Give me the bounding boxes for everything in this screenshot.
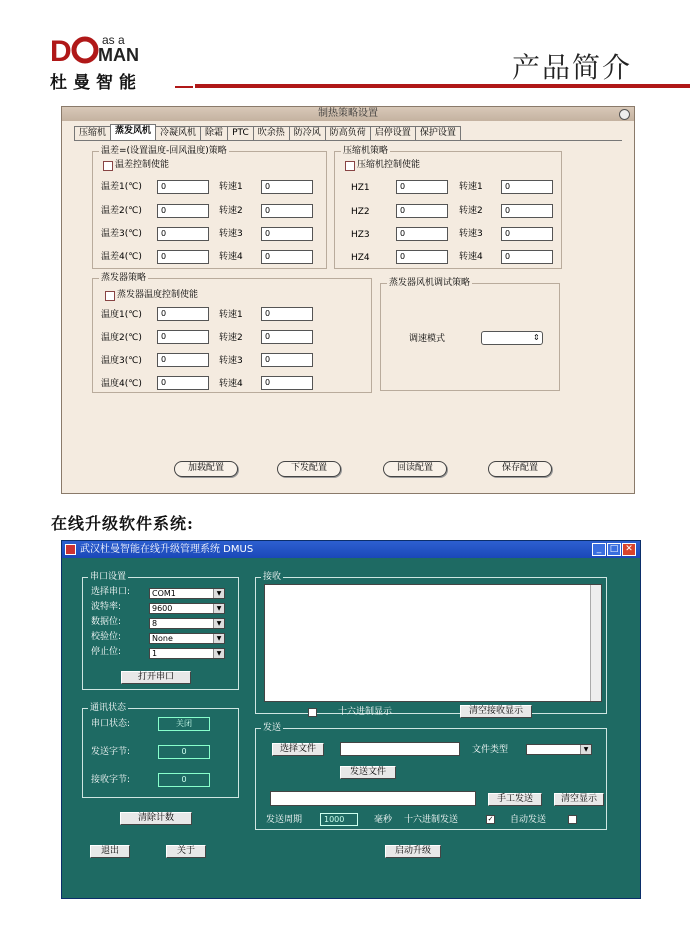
speed-3-label: 转速3 <box>219 229 243 239</box>
minimize-icon[interactable]: _ <box>592 543 606 556</box>
auto-send-checkbox[interactable] <box>568 815 577 824</box>
data-bits-label: 数据位: <box>91 617 122 627</box>
section-title: 在线升级软件系统: <box>51 514 194 533</box>
clear-receive-button[interactable]: 清空接收显示 <box>460 705 532 718</box>
temp-1-label: 温度1(℃) <box>101 310 142 320</box>
temp-3-label: 温度3(℃) <box>101 356 142 366</box>
temp-diff-enable-checkbox[interactable] <box>103 161 113 171</box>
port-status-label: 串口状态: <box>91 719 131 729</box>
speed-4-input[interactable]: 0 <box>261 376 313 390</box>
checkbox-label: 压缩机控制使能 <box>357 160 421 170</box>
header-divider-left <box>175 86 193 88</box>
chevron-down-icon: ▼ <box>213 634 224 643</box>
select-file-button[interactable]: 选择文件 <box>272 743 324 756</box>
temp-diff-2-label: 温差2(℃) <box>101 206 142 216</box>
group-title: 通讯状态 <box>90 703 127 713</box>
temp-diff-3-input[interactable]: 0 <box>157 227 209 241</box>
maximize-icon[interactable]: □ <box>607 543 621 556</box>
close-icon[interactable] <box>619 109 630 120</box>
doman-logo <box>50 30 160 64</box>
clear-count-button[interactable]: 清除计数 <box>120 812 192 825</box>
temp-diff-1-label: 温差1(℃) <box>101 182 142 192</box>
group-title: 蒸发器策略 <box>101 273 147 283</box>
receive-textarea[interactable] <box>264 584 602 702</box>
hz2-input[interactable]: 0 <box>396 204 448 218</box>
send-group <box>255 723 607 830</box>
compressor-strategy-group <box>334 146 562 269</box>
group-title: 接收 <box>263 572 282 582</box>
group-title: 串口设置 <box>90 572 127 582</box>
sent-bytes-value: 0 <box>158 745 210 759</box>
tab-evaporator-fan[interactable]: 蒸发风机 <box>110 124 156 140</box>
tab-high-load[interactable]: 防高负荷 <box>325 126 371 140</box>
app-icon <box>65 544 76 555</box>
svg-text:as a: as a <box>102 33 125 47</box>
auto-send-label: 自动发送 <box>510 815 547 825</box>
speed-1-input[interactable]: 0 <box>261 180 313 194</box>
speed-1-label: 转速1 <box>219 182 243 192</box>
speed-4-input[interactable]: 0 <box>261 250 313 264</box>
window-title: 武汉杜曼智能在线升级管理系统 DMUS <box>80 544 254 555</box>
send-data-input[interactable] <box>270 791 476 806</box>
chevron-down-icon: ▼ <box>213 589 224 598</box>
tab-anti-cold-wind[interactable]: 防冷风 <box>289 126 326 140</box>
chevron-down-icon: ▼ <box>213 604 224 613</box>
speed-4-input[interactable]: 0 <box>501 250 553 264</box>
speed-1-input[interactable]: 0 <box>501 180 553 194</box>
checkbox-label: 蒸发器温度控制使能 <box>117 290 199 300</box>
hz1-input[interactable]: 0 <box>396 180 448 194</box>
start-upgrade-button[interactable]: 启动升级 <box>385 845 441 858</box>
file-type-label: 文件类型 <box>472 745 509 755</box>
received-bytes-label: 接收字节: <box>91 775 131 785</box>
read-back-config-button[interactable]: 回读配置 <box>383 461 447 477</box>
temp-1-input[interactable]: 0 <box>157 307 209 321</box>
port-label: 选择串口: <box>91 587 131 597</box>
speed-2-label: 转速2 <box>219 206 243 216</box>
tab-protection[interactable]: 保护设置 <box>415 126 461 140</box>
file-path-input[interactable] <box>340 742 460 756</box>
temp-2-label: 温度2(℃) <box>101 333 142 343</box>
tab-ptc[interactable]: PTC <box>227 126 254 140</box>
save-config-button[interactable]: 保存配置 <box>488 461 552 477</box>
baud-select[interactable]: 9600 ▼ <box>149 603 225 614</box>
receive-group <box>255 572 607 714</box>
speed-4-label: 转速4 <box>459 252 483 262</box>
speed-1-input[interactable]: 0 <box>261 307 313 321</box>
send-period-input[interactable]: 1000 <box>320 813 358 826</box>
received-bytes-value: 0 <box>158 773 210 787</box>
tab-defrost[interactable]: 除霜 <box>200 126 228 140</box>
close-icon[interactable]: ✕ <box>622 543 636 556</box>
tab-residual-heat[interactable]: 吹余热 <box>253 126 290 140</box>
stop-bits-select[interactable]: 1 ▼ <box>149 648 225 659</box>
temp-3-input[interactable]: 0 <box>157 353 209 367</box>
stop-bits-label: 停止位: <box>91 647 122 657</box>
tab-condenser-fan[interactable]: 冷凝风机 <box>155 126 201 140</box>
speed-2-label: 转速2 <box>459 206 483 216</box>
group-title: 发送 <box>263 723 282 733</box>
temp-4-label: 温度4(℃) <box>101 379 142 389</box>
temp-diff-3-label: 温差3(℃) <box>101 229 142 239</box>
window-titlebar <box>62 541 640 558</box>
load-config-button[interactable]: 加载配置 <box>174 461 238 477</box>
chevron-down-icon: ▼ <box>213 619 224 628</box>
send-period-label: 发送周期 <box>266 815 303 825</box>
hz4-label: HZ4 <box>351 253 370 263</box>
page-title: 产品简介 <box>512 51 633 84</box>
serial-settings-group <box>82 572 239 690</box>
speed-1-label: 转速1 <box>219 310 243 320</box>
fan-debug-strategy-group <box>380 278 560 391</box>
temp-diff-2-input[interactable]: 0 <box>157 204 209 218</box>
tab-compressor[interactable]: 压缩机 <box>74 126 111 140</box>
group-title: 温差=(设置温度-回风温度)策略 <box>101 146 227 156</box>
comm-status-group <box>82 703 239 798</box>
sent-bytes-label: 发送字节: <box>91 747 131 757</box>
temp-diff-strategy-group <box>92 146 327 269</box>
scrollbar[interactable] <box>590 585 601 701</box>
svg-text:MAN: MAN <box>98 45 139 64</box>
speed-2-label: 转速2 <box>219 333 243 343</box>
speed-2-input[interactable]: 0 <box>261 204 313 218</box>
speed-3-label: 转速3 <box>459 229 483 239</box>
send-config-button[interactable]: 下发配置 <box>277 461 341 477</box>
exit-button[interactable]: 退出 <box>90 845 130 858</box>
spin-icon: ⇕ <box>533 333 540 342</box>
speed-3-input[interactable]: 0 <box>261 353 313 367</box>
temp-4-input[interactable]: 0 <box>157 376 209 390</box>
hz3-label: HZ3 <box>351 230 370 240</box>
speed-2-input[interactable]: 0 <box>501 204 553 218</box>
tab-divider <box>74 140 622 141</box>
speed-3-input[interactable]: 0 <box>261 227 313 241</box>
chevron-down-icon: ▼ <box>580 745 591 754</box>
file-type-select[interactable] <box>526 744 592 755</box>
hz2-label: HZ2 <box>351 207 370 217</box>
manual-send-button[interactable]: 手工发送 <box>488 793 542 806</box>
temp-diff-4-label: 温差4(℃) <box>101 252 142 262</box>
hex-display-label: 十六进制显示 <box>338 707 393 717</box>
clear-display-button[interactable]: 清空显示 <box>554 793 604 806</box>
port-select[interactable]: COM1 ▼ <box>149 588 225 599</box>
ms-label: 毫秒 <box>374 815 393 825</box>
speed-3-input[interactable]: 0 <box>501 227 553 241</box>
hz4-input[interactable]: 0 <box>396 250 448 264</box>
parity-label: 校验位: <box>91 632 122 642</box>
checkbox-label: 温差控制使能 <box>115 160 170 170</box>
group-title: 压缩机策略 <box>343 146 389 156</box>
open-port-button[interactable]: 打开串口 <box>121 671 191 684</box>
window-title: 制热策略设置 <box>62 107 634 121</box>
company-name: 杜曼智能 <box>50 73 142 93</box>
temp-2-input[interactable]: 0 <box>157 330 209 344</box>
dmus-window <box>61 540 641 899</box>
hex-send-label: 十六进制发送 <box>404 815 459 825</box>
temp-diff-1-input[interactable]: 0 <box>157 180 209 194</box>
parity-select[interactable]: None ▼ <box>149 633 225 644</box>
speed-mode-label: 调速模式 <box>409 334 446 344</box>
header-divider <box>195 84 690 88</box>
svg-text:D: D <box>50 35 72 64</box>
speed-2-input[interactable]: 0 <box>261 330 313 344</box>
chevron-down-icon: ▼ <box>213 649 224 658</box>
hex-send-checkbox[interactable]: ✓ <box>487 815 494 823</box>
temp-diff-4-input[interactable]: 0 <box>157 250 209 264</box>
hz3-input[interactable]: 0 <box>396 227 448 241</box>
evaporator-strategy-group <box>92 273 372 393</box>
group-title: 蒸发器风机调试策略 <box>389 278 471 288</box>
baud-label: 波特率: <box>91 602 122 612</box>
hex-display-checkbox[interactable] <box>308 708 317 717</box>
compressor-enable-checkbox[interactable] <box>345 161 355 171</box>
speed-1-label: 转速1 <box>459 182 483 192</box>
about-button[interactable]: 关于 <box>166 845 206 858</box>
strategy-tabs <box>74 126 460 140</box>
tab-start-stop[interactable]: 启停设置 <box>370 126 416 140</box>
speed-3-label: 转速3 <box>219 356 243 366</box>
hz1-label: HZ1 <box>351 183 370 193</box>
evaporator-enable-checkbox[interactable] <box>105 291 115 301</box>
port-status-value: 关闭 <box>158 717 210 731</box>
speed-4-label: 转速4 <box>219 379 243 389</box>
speed-4-label: 转速4 <box>219 252 243 262</box>
data-bits-select[interactable]: 8 ▼ <box>149 618 225 629</box>
send-file-button[interactable]: 发送文件 <box>340 766 396 779</box>
heating-strategy-window <box>61 106 635 494</box>
